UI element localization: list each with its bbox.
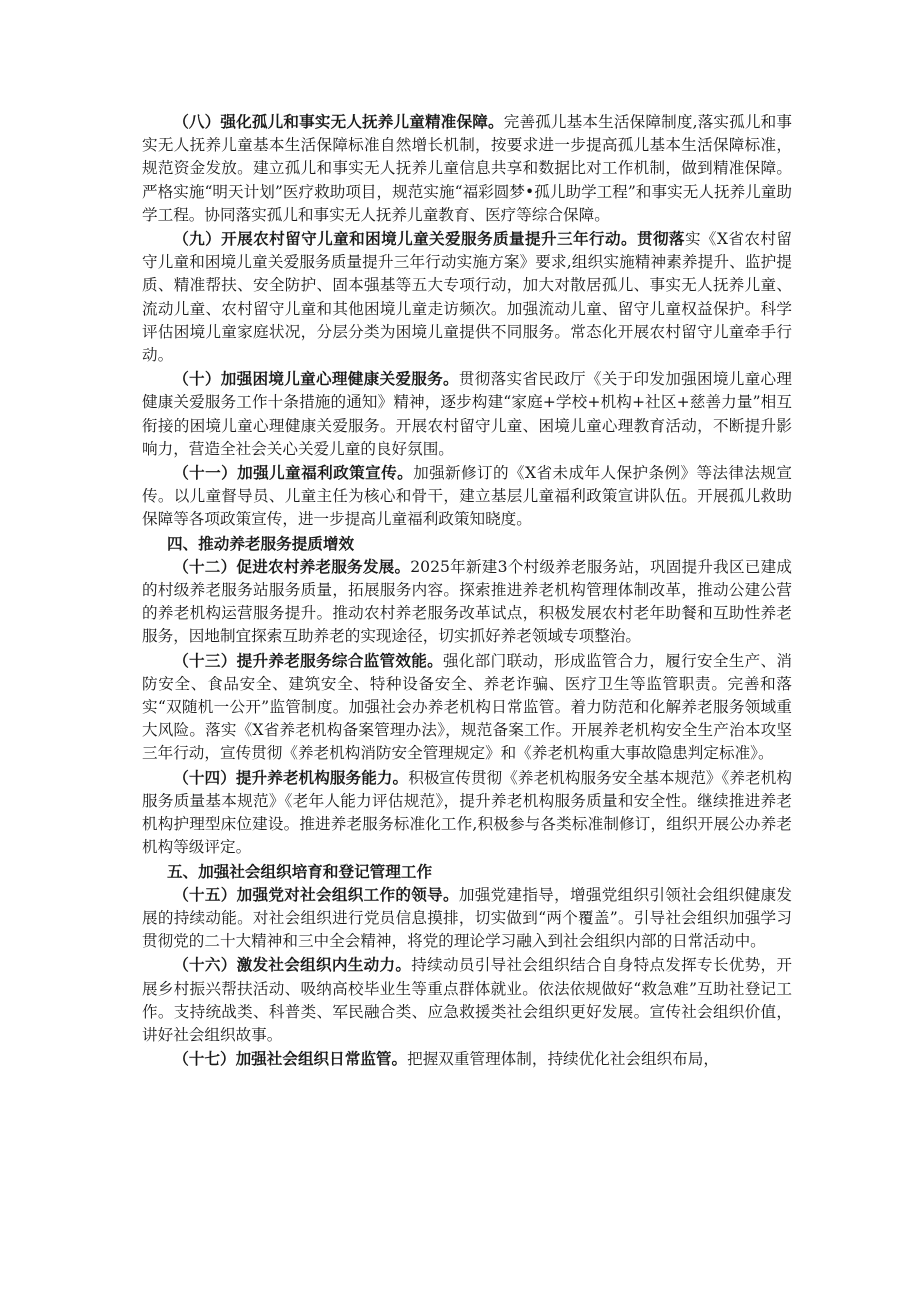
paragraph-16-body: 持续动员引导社会组织结合自身特点发挥专长优势，开展乡村振兴帮扶活动、吸纳高校毕业生等重点群体就业。依法依规做好“救急难”互助社登记工作。支持统战类、科普类、军民融合类、应急救援类社会组织更好发展。宣传社会组织价值，讲好社会组织故事。 <box>142 956 792 1044</box>
paragraph-17 <box>142 1047 792 1071</box>
paragraph-14 <box>142 766 792 860</box>
paragraph-13 <box>142 649 792 766</box>
paragraph-15-title: （十五）加强党对社会组织工作的领导。 <box>173 884 459 904</box>
paragraph-9-body: 实《X省农村留守儿童和困境儿童关爱服务质量提升三年行动实施方案》要求,组织实施精神素养提升、监护提质、精准帮扶、安全防护、固本强基等五大专项行动，加大对散居孤儿、事实无人抚养儿童、流动儿童、农村留守儿童和其他困境儿童走访频次。加强流动儿童、留守儿童权益保护。科学评估困境儿童家庭状况，分层分类为困境儿童提供不同服务。常态化开展农村留守儿童牵手行动。 <box>142 230 792 365</box>
paragraph-17-title: （十七）加强社会组织日常监管。 <box>173 1049 408 1069</box>
paragraph-12-body: 2025年新建3个村级养老服务站，巩固提升我区已建成的村级养老服务站服务质量，拓展服务内容。探索推进养老机构管理体制改革，推动公建公营的养老机构运营服务提升。推动农村养老服务改革试点，积极发展农村老年助餐和互助性养老服务，因地制宜探索互助养老的实现途径，切实抓好养老领域专项整治。 <box>142 557 792 646</box>
paragraph-15 <box>142 883 792 954</box>
paragraph-11-body: 加强新修订的《X省未成年人保护条例》等法律法规宣传。以儿童督导员、儿童主任为核心和骨干，建立基层儿童福利政策宣讲队伍。开展孤儿救助保障等各项政策宣传，进一步提高儿童福利政策知晓度。 <box>142 464 792 529</box>
document-page <box>142 110 792 1071</box>
paragraph-16 <box>142 953 792 1047</box>
paragraph-10-body: 贯彻落实省民政厅《关于印发加强困境儿童心理健康关爱服务工作十条措施的通知》精神，逐步构建“家庭+学校+机构+社区+慈善力量”相互衔接的困境儿童心理健康关爱服务。开展农村留守儿童、困境儿童心理教育活动，不断提升影响力，营造全社会关心关爱儿童的良好氛围。 <box>142 370 792 458</box>
paragraph-8 <box>142 110 792 227</box>
paragraph-13-title: （十三）提升养老服务综合监管效能。 <box>173 650 444 670</box>
section-5-heading: 五、加强社会组织培育和登记管理工作 <box>166 861 433 881</box>
paragraph-14-body: 积极宣传贯彻《养老机构服务安全基本规范》《养老机构服务质量基本规范》《老年人能力评估规范》，提升养老机构服务质量和安全性。继续推进养老机构护理型床位建设。推进养老服务标准化工作,积极参与各类标准制修订，组织开展公办养老机构等级评定。 <box>142 768 792 857</box>
paragraph-8-title: （八）强化孤儿和事实无人抚养儿童精准保障。 <box>173 112 504 131</box>
paragraph-9 <box>142 227 792 367</box>
paragraph-14-title: （十四）提升养老机构服务能力。 <box>173 767 409 787</box>
paragraph-10 <box>142 367 792 461</box>
paragraph-8-body: 完善孤儿基本生活保障制度,落实孤儿和事实无人抚养儿童基本生活保障标准自然增长机制，按要求进一步提高孤儿基本生活保障标准，规范资金发放。建立孤儿和事实无人抚养儿童信息共享和数据比对工作机制，做到精准保障。严格实施“明天计划”医疗救助项目，规范实施“福彩圆梦•孤儿助学工程”和事实无人抚养儿童助学工程。协同落实孤儿和事实无人抚养儿童教育、医疗等综合保障。 <box>142 113 792 224</box>
paragraph-12 <box>142 555 792 649</box>
paragraph-12-title: （十二）促进农村养老服务发展。 <box>173 556 411 576</box>
paragraph-9-title: （九）开展农村留守儿童和困境儿童关爱服务质量提升三年行动。贯彻落 <box>173 229 685 249</box>
paragraph-16-title: （十六）激发社会组织内生动力。 <box>173 955 412 975</box>
paragraph-11-title: （十一）加强儿童福利政策宣传。 <box>173 463 414 483</box>
paragraph-17-body: 把握双重管理体制，持续优化社会组织布局， <box>407 1050 719 1069</box>
paragraph-15-body: 加强党建指导，增强党组织引领社会组织健康发展的持续动能。对社会组织进行党员信息摸排，切实做到“两个覆盖”。引导社会组织加强学习贯彻党的二十大精神和三中全会精神，将党的理论学习融入到社会组织内部的日常活动中。 <box>142 885 792 951</box>
paragraph-11 <box>142 461 792 532</box>
paragraph-13-body: 强化部门联动，形成监管合力，履行安全生产、消防安全、食品安全、建筑安全、特种设备安全、养老诈骗、医疗卫生等监管职责。完善和落实“双随机一公开”监管制度。加强社会办养老机构日常监管。着力防范和化解养老服务领域重大风险。落实《X省养老机构备案管理办法》，规范备案工作。开展养老机构安全生产治本攻坚三年行动，宣传贯彻《养老机构消防安全管理规定》和《养老机构重大事故隐患判定标准》。 <box>142 651 792 763</box>
paragraph-10-title: （十）加强困境儿童心理健康关爱服务。 <box>173 369 459 389</box>
section-4-heading: 四、推动养老服务提质增效 <box>166 533 355 553</box>
